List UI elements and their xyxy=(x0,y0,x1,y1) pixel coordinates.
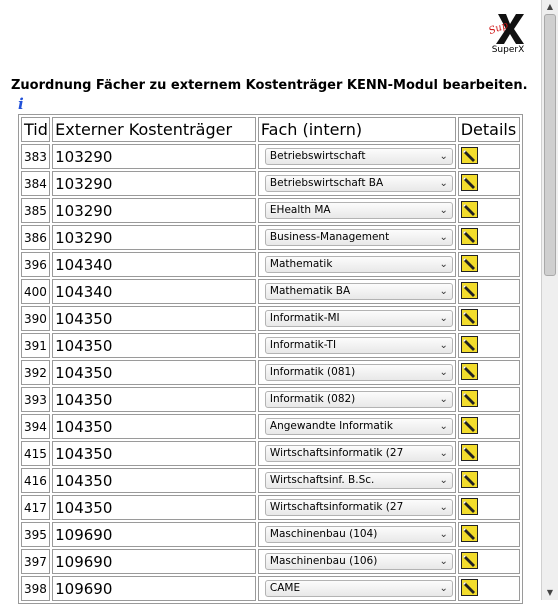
chevron-down-icon: ⌄ xyxy=(439,340,448,351)
chevron-down-icon: ⌄ xyxy=(439,529,448,540)
details-cell xyxy=(458,279,520,304)
details-cell xyxy=(458,306,520,331)
details-cell xyxy=(458,387,520,412)
details-cell xyxy=(458,360,520,385)
tid-cell: 390 xyxy=(21,306,50,331)
tid-cell: 396 xyxy=(21,252,50,277)
fach-select-value: Business-Management xyxy=(269,231,390,243)
table-row xyxy=(21,144,520,169)
details-cell xyxy=(458,225,520,250)
edit-pencil-icon[interactable] xyxy=(461,336,478,353)
chevron-down-icon: ⌄ xyxy=(439,151,448,162)
table-row xyxy=(21,279,520,304)
fach-cell xyxy=(258,360,456,385)
chevron-down-icon: ⌄ xyxy=(439,205,448,216)
fach-select-value: Maschinenbau (106) xyxy=(269,555,378,567)
fach-cell xyxy=(258,549,456,574)
table-row xyxy=(21,522,520,547)
fach-select[interactable] xyxy=(265,337,453,354)
fach-select[interactable] xyxy=(265,202,453,219)
chevron-down-icon: ⌄ xyxy=(439,367,448,378)
details-cell xyxy=(458,441,520,466)
table-row xyxy=(21,225,520,250)
scroll-up-icon[interactable]: ▲ xyxy=(546,2,554,11)
fach-select[interactable] xyxy=(265,310,453,327)
superx-logo xyxy=(486,12,530,60)
external-cost-carrier-cell: 104350 xyxy=(52,414,256,439)
column-header-fach: Fach (intern) xyxy=(258,117,456,142)
external-cost-carrier-cell: 104340 xyxy=(52,252,256,277)
details-cell xyxy=(458,468,520,493)
external-cost-carrier-cell: 109690 xyxy=(52,576,256,601)
external-cost-carrier-cell: 109690 xyxy=(52,549,256,574)
info-icon[interactable]: i xyxy=(18,95,24,113)
fach-cell xyxy=(258,279,456,304)
fach-select[interactable] xyxy=(265,364,453,381)
table-row xyxy=(21,387,520,412)
chevron-down-icon: ⌄ xyxy=(439,475,448,486)
edit-pencil-icon[interactable] xyxy=(461,255,478,272)
table-row xyxy=(21,171,520,196)
details-cell xyxy=(458,144,520,169)
chevron-down-icon: ⌄ xyxy=(439,556,448,567)
table-row xyxy=(21,306,520,331)
tid-cell: 393 xyxy=(21,387,50,412)
tid-cell: 397 xyxy=(21,549,50,574)
tid-cell: 391 xyxy=(21,333,50,358)
fach-cell xyxy=(258,225,456,250)
superx-logo-icon xyxy=(486,12,530,46)
edit-pencil-icon[interactable] xyxy=(461,471,478,488)
edit-pencil-icon[interactable] xyxy=(461,552,478,569)
fach-select-value: Informatik (081) xyxy=(269,366,356,378)
edit-pencil-icon[interactable] xyxy=(461,174,478,191)
table-row xyxy=(21,495,520,520)
external-cost-carrier-cell: 103290 xyxy=(52,225,256,250)
fach-cell xyxy=(258,414,456,439)
external-cost-carrier-cell: 104350 xyxy=(52,387,256,412)
fach-select[interactable] xyxy=(265,283,453,300)
fach-select[interactable] xyxy=(265,418,453,435)
external-cost-carrier-cell: 103290 xyxy=(52,144,256,169)
table-row xyxy=(21,414,520,439)
chevron-down-icon: ⌄ xyxy=(439,286,448,297)
fach-cell xyxy=(258,468,456,493)
details-cell xyxy=(458,198,520,223)
fach-cell xyxy=(258,522,456,547)
chevron-down-icon: ⌄ xyxy=(439,259,448,270)
tid-cell: 385 xyxy=(21,198,50,223)
external-cost-carrier-cell: 104350 xyxy=(52,441,256,466)
chevron-down-icon: ⌄ xyxy=(439,232,448,243)
vertical-scrollbar[interactable] xyxy=(541,0,558,600)
details-cell xyxy=(458,333,520,358)
fach-cell xyxy=(258,333,456,358)
table-row xyxy=(21,198,520,223)
column-header-tid: Tid xyxy=(21,117,50,142)
edit-pencil-icon[interactable] xyxy=(461,363,478,380)
scroll-down-icon[interactable]: ▼ xyxy=(546,588,554,597)
external-cost-carrier-cell: 104350 xyxy=(52,306,256,331)
chevron-down-icon: ⌄ xyxy=(439,583,448,594)
column-header-ext: Externer Kostenträger xyxy=(52,117,256,142)
chevron-down-icon: ⌄ xyxy=(439,448,448,459)
fach-select-value: Maschinenbau (104) xyxy=(269,528,378,540)
chevron-down-icon: ⌄ xyxy=(439,313,448,324)
fach-select[interactable] xyxy=(265,148,453,165)
scrollbar-thumb[interactable] xyxy=(544,14,556,276)
tid-cell: 415 xyxy=(21,441,50,466)
table-row xyxy=(21,252,520,277)
details-cell xyxy=(458,495,520,520)
fach-select[interactable] xyxy=(265,526,453,543)
fach-select-value: Informatik-TI xyxy=(269,339,337,351)
edit-pencil-icon[interactable] xyxy=(461,498,478,515)
tid-cell: 383 xyxy=(21,144,50,169)
fach-select-value: Mathematik xyxy=(269,258,333,270)
details-cell xyxy=(458,522,520,547)
details-cell xyxy=(458,171,520,196)
column-header-details: Details xyxy=(458,117,520,142)
external-cost-carrier-cell: 104340 xyxy=(52,279,256,304)
fach-select[interactable] xyxy=(265,175,453,192)
edit-pencil-icon[interactable] xyxy=(461,390,478,407)
fach-select-value: Informatik-MI xyxy=(269,312,340,324)
edit-pencil-icon[interactable] xyxy=(461,147,478,164)
fach-select-value: Wirtschaftsinf. B.Sc. xyxy=(269,474,375,486)
edit-pencil-icon[interactable] xyxy=(461,228,478,245)
fach-select[interactable] xyxy=(265,391,453,408)
external-cost-carrier-cell: 104350 xyxy=(52,360,256,385)
fach-select[interactable] xyxy=(265,580,453,597)
chevron-down-icon: ⌄ xyxy=(439,421,448,432)
details-cell xyxy=(458,576,520,601)
fach-select[interactable] xyxy=(265,229,453,246)
chevron-down-icon: ⌄ xyxy=(439,394,448,405)
fach-select-value: Betriebswirtschaft BA xyxy=(269,177,384,189)
svg-text:Sup: Sup xyxy=(487,20,510,38)
fach-cell xyxy=(258,576,456,601)
fach-select-value: Angewandte Informatik xyxy=(269,420,393,432)
table-header-row xyxy=(21,117,520,142)
tid-cell: 400 xyxy=(21,279,50,304)
external-cost-carrier-cell: 104350 xyxy=(52,468,256,493)
external-cost-carrier-cell: 104350 xyxy=(52,333,256,358)
fach-select[interactable] xyxy=(265,472,453,489)
details-cell xyxy=(458,252,520,277)
edit-pencil-icon[interactable] xyxy=(461,201,478,218)
tid-cell: 416 xyxy=(21,468,50,493)
edit-pencil-icon[interactable] xyxy=(461,525,478,542)
table-body xyxy=(21,144,520,601)
fach-cell xyxy=(258,198,456,223)
fach-select[interactable] xyxy=(265,445,453,462)
edit-pencil-icon[interactable] xyxy=(461,579,478,596)
edit-pencil-icon[interactable] xyxy=(461,417,478,434)
fach-select-value: Mathematik BA xyxy=(269,285,351,297)
fach-cell xyxy=(258,144,456,169)
fach-select-value: Wirtschaftsinformatik (27 xyxy=(269,447,404,459)
fach-cell xyxy=(258,171,456,196)
table-row xyxy=(21,333,520,358)
table-row xyxy=(21,360,520,385)
fach-select-value: Wirtschaftsinformatik (27 xyxy=(269,501,404,513)
fach-select[interactable] xyxy=(265,499,453,516)
tid-cell: 384 xyxy=(21,171,50,196)
fach-cell xyxy=(258,441,456,466)
external-cost-carrier-cell: 104350 xyxy=(52,495,256,520)
details-cell xyxy=(458,549,520,574)
fach-select[interactable] xyxy=(265,553,453,570)
logo-text: SuperX xyxy=(491,45,525,55)
tid-cell: 386 xyxy=(21,225,50,250)
fach-select-value: CAME xyxy=(269,582,301,594)
fach-select-value: EHealth MA xyxy=(269,204,331,216)
table-row xyxy=(21,441,520,466)
assignment-table xyxy=(18,114,523,604)
page-title: Zuordnung Fächer zu externem Kostenträger KENN-Modul bearbeiten. xyxy=(11,78,528,93)
fach-select-value: Informatik (082) xyxy=(269,393,356,405)
edit-pencil-icon[interactable] xyxy=(461,309,478,326)
fach-cell xyxy=(258,495,456,520)
tid-cell: 392 xyxy=(21,360,50,385)
table-row xyxy=(21,549,520,574)
tid-cell: 417 xyxy=(21,495,50,520)
tid-cell: 395 xyxy=(21,522,50,547)
fach-cell xyxy=(258,387,456,412)
chevron-down-icon: ⌄ xyxy=(439,502,448,513)
fach-select[interactable] xyxy=(265,256,453,273)
fach-cell xyxy=(258,306,456,331)
external-cost-carrier-cell: 103290 xyxy=(52,171,256,196)
chevron-down-icon: ⌄ xyxy=(439,178,448,189)
external-cost-carrier-cell: 109690 xyxy=(52,522,256,547)
tid-cell: 398 xyxy=(21,576,50,601)
external-cost-carrier-cell: 103290 xyxy=(52,198,256,223)
fach-select-value: Betriebswirtschaft xyxy=(269,150,366,162)
table-row xyxy=(21,468,520,493)
edit-pencil-icon[interactable] xyxy=(461,282,478,299)
table-row xyxy=(21,576,520,601)
tid-cell: 394 xyxy=(21,414,50,439)
details-cell xyxy=(458,414,520,439)
fach-cell xyxy=(258,252,456,277)
edit-pencil-icon[interactable] xyxy=(461,444,478,461)
